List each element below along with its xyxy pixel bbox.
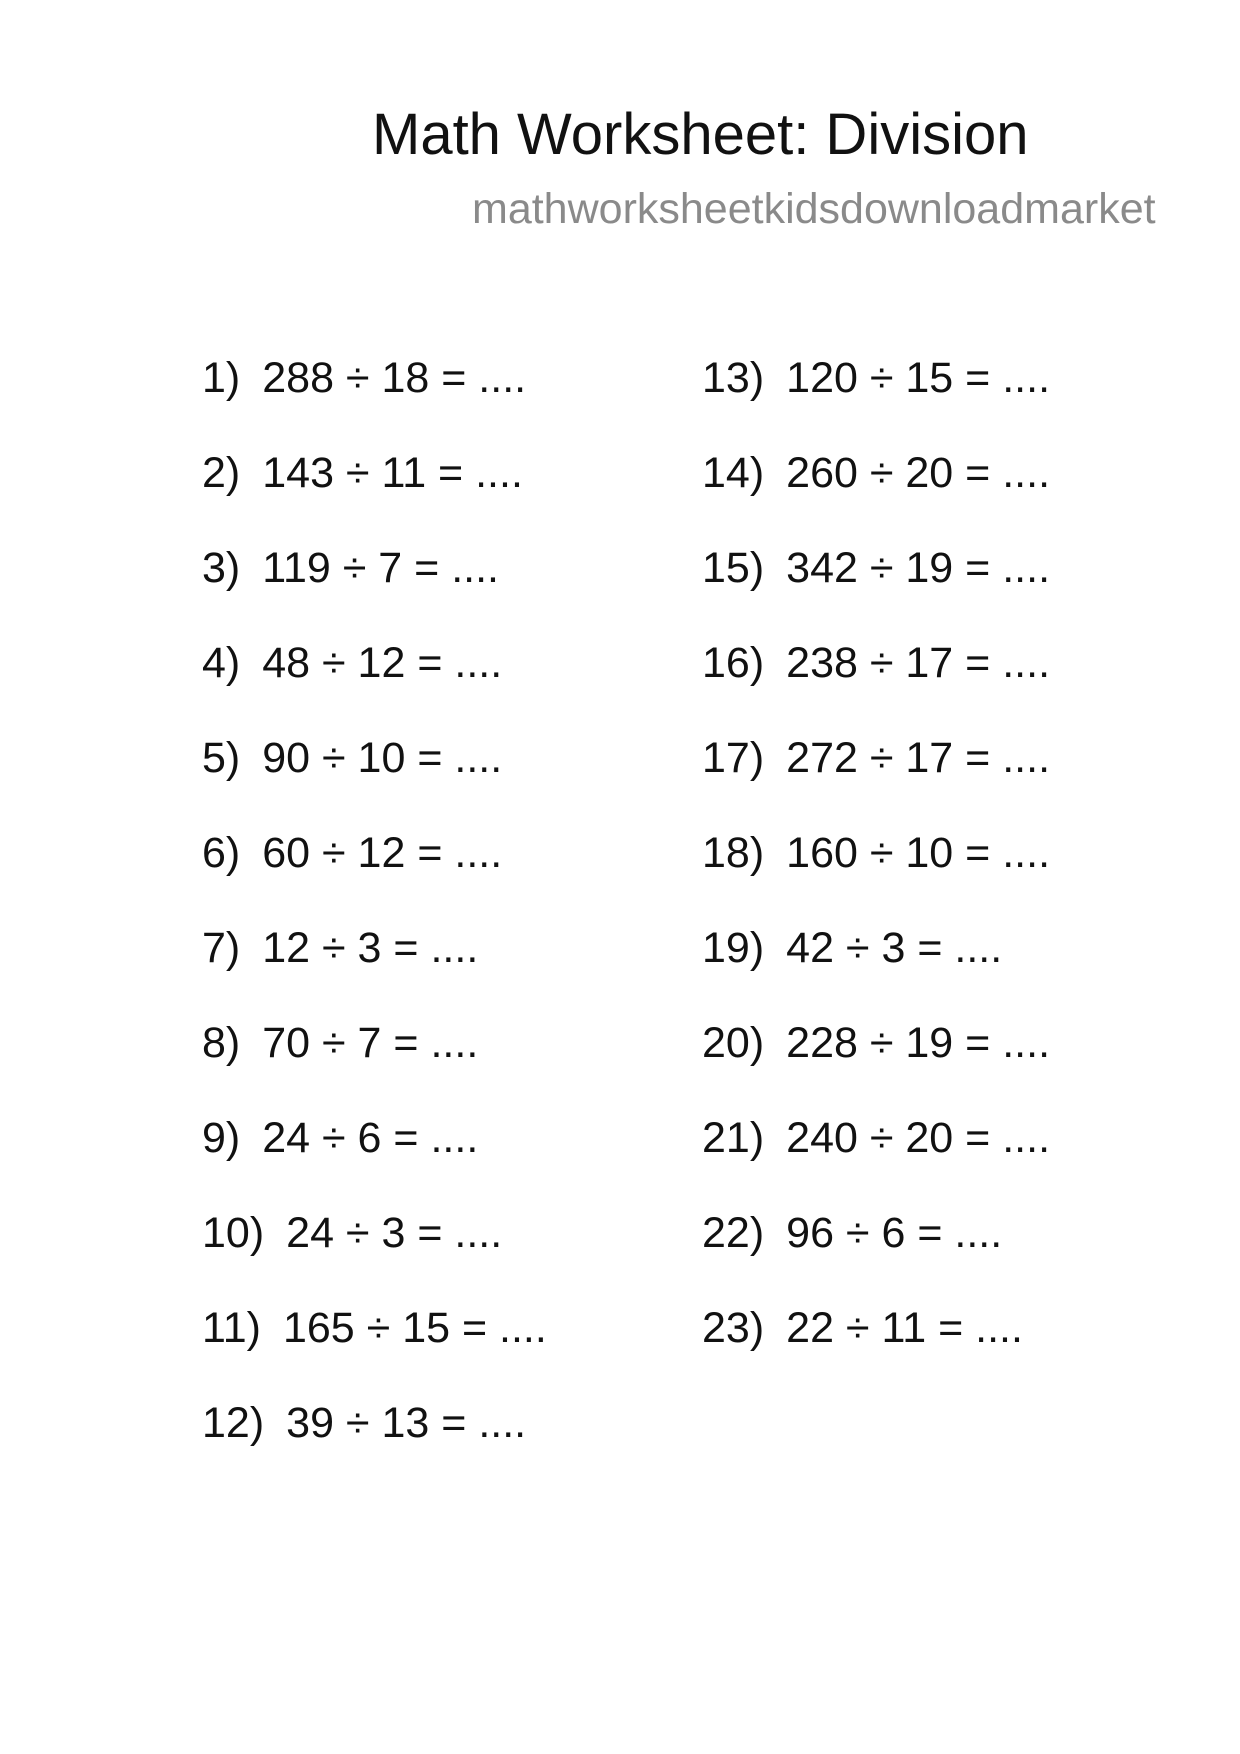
problem-item: [202, 538, 547, 633]
problem-expression: 22 ÷ 11 = ....: [786, 1304, 1023, 1352]
problem-item: [202, 1393, 547, 1488]
problem-number: 23): [702, 1304, 765, 1352]
problem-number: 3): [202, 544, 241, 592]
problem-item: [702, 633, 1050, 728]
problem-item: [202, 728, 547, 823]
problem-item: [202, 1108, 547, 1203]
problem-expression: 165 ÷ 15 = ....: [282, 1304, 547, 1352]
problem-number: 10): [202, 1209, 265, 1257]
problem-item: [702, 823, 1050, 918]
problem-item: [202, 443, 547, 538]
problem-item: [702, 348, 1050, 443]
problem-number: 17): [702, 734, 765, 782]
problem-number: 15): [702, 544, 765, 592]
problem-item: [702, 1203, 1050, 1298]
problem-item: [202, 1013, 547, 1108]
problem-number: 9): [202, 1114, 241, 1162]
problem-number: 11): [202, 1304, 261, 1352]
problem-number: 2): [202, 449, 241, 497]
problem-expression: 143 ÷ 11 = ....: [262, 449, 523, 497]
problem-expression: 70 ÷ 7 = ....: [262, 1019, 479, 1067]
problem-number: 20): [702, 1019, 765, 1067]
problem-number: 6): [202, 829, 241, 877]
problem-item: [202, 1203, 547, 1298]
problem-expression: 240 ÷ 20 = ....: [786, 1114, 1051, 1162]
page-subtitle: mathworksheetkidsdownloadmarket: [472, 185, 1156, 233]
problem-expression: 42 ÷ 3 = ....: [786, 924, 1003, 972]
problem-expression: 342 ÷ 19 = ....: [786, 544, 1051, 592]
problem-expression: 39 ÷ 13 = ....: [286, 1399, 527, 1447]
problem-expression: 272 ÷ 17 = ....: [786, 734, 1051, 782]
problem-item: [702, 1108, 1050, 1203]
problem-number: 18): [702, 829, 765, 877]
problem-expression: 60 ÷ 12 = ....: [262, 829, 503, 877]
problem-item: [702, 538, 1050, 633]
problem-number: 22): [702, 1209, 765, 1257]
problem-expression: 288 ÷ 18 = ....: [262, 354, 527, 402]
problem-item: [202, 823, 547, 918]
problem-expression: 24 ÷ 3 = ....: [286, 1209, 503, 1257]
problem-expression: 260 ÷ 20 = ....: [786, 449, 1051, 497]
problem-column-right: [702, 348, 1050, 1393]
problem-item: [202, 348, 547, 443]
problem-expression: 160 ÷ 10 = ....: [786, 829, 1051, 877]
problem-expression: 96 ÷ 6 = ....: [786, 1209, 1003, 1257]
problem-number: 4): [202, 639, 241, 687]
problem-column-left: [202, 348, 547, 1488]
problem-item: [202, 1298, 547, 1393]
problem-number: 21): [702, 1114, 765, 1162]
page-title: Math Worksheet: Division: [372, 102, 1029, 167]
problem-item: [702, 1298, 1050, 1393]
problem-expression: 228 ÷ 19 = ....: [786, 1019, 1051, 1067]
problem-item: [702, 918, 1050, 1013]
problem-number: 12): [202, 1399, 265, 1447]
problem-expression: 120 ÷ 15 = ....: [786, 354, 1051, 402]
problem-expression: 238 ÷ 17 = ....: [786, 639, 1051, 687]
problem-expression: 24 ÷ 6 = ....: [262, 1114, 479, 1162]
problem-number: 13): [702, 354, 765, 402]
problem-number: 8): [202, 1019, 241, 1067]
problem-expression: 48 ÷ 12 = ....: [262, 639, 503, 687]
problem-item: [702, 443, 1050, 538]
problem-number: 5): [202, 734, 241, 782]
problem-expression: 90 ÷ 10 = ....: [262, 734, 503, 782]
problem-item: [202, 633, 547, 728]
problem-item: [702, 728, 1050, 823]
problem-expression: 12 ÷ 3 = ....: [262, 924, 479, 972]
problem-number: 7): [202, 924, 241, 972]
problem-item: [202, 918, 547, 1013]
problem-number: 16): [702, 639, 765, 687]
problem-item: [702, 1013, 1050, 1108]
problem-expression: 119 ÷ 7 = ....: [262, 544, 499, 592]
problem-number: 14): [702, 449, 765, 497]
problem-number: 19): [702, 924, 765, 972]
problem-number: 1): [202, 354, 241, 402]
